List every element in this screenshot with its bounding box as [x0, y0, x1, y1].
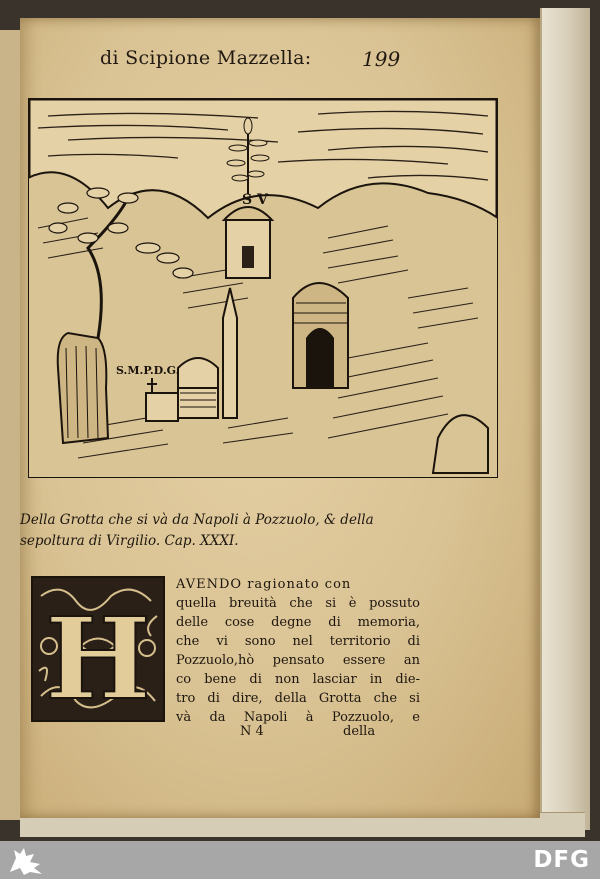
initial-letter: H	[45, 594, 151, 722]
caption-line-1: Della Grotta che si và da Napoli à Pozzuolo, & della	[20, 512, 374, 528]
body-line: AVENDO ragionato con	[176, 577, 352, 592]
caption-line-2: sepoltura di Virgilio. Cap. XXXI.	[20, 533, 239, 549]
body-line: Pozzuolo,hò pensato essere an	[176, 653, 420, 668]
body-text	[176, 575, 420, 727]
right-vellum-cover	[540, 8, 590, 830]
body-line: che vi sono nel territorio di	[176, 634, 420, 649]
body-line: và da Napoli à Pozzuolo, e	[176, 710, 420, 725]
running-head: di Scipione Mazzella:	[100, 47, 312, 69]
body-line: quella breuità che si è possuto	[176, 596, 420, 611]
woodcut-label-church: S.M.P.D.G.	[116, 364, 180, 377]
decorated-initial-h	[31, 576, 165, 722]
page-number: 199	[362, 47, 401, 71]
body-line: tro di dire, della Grotta che si	[176, 691, 420, 706]
footer-bar	[0, 841, 600, 879]
woodcut-label-tomb: S V	[242, 192, 268, 208]
signature-mark: N 4	[240, 724, 264, 739]
chapter-caption	[20, 510, 450, 552]
dfg-logo: DFG	[533, 847, 590, 873]
woodcut-illustration	[28, 98, 498, 478]
body-line: co bene di non lasciar in die-	[176, 672, 420, 687]
catchword: della	[343, 724, 376, 739]
body-line: delle cose degne di memoria,	[176, 615, 420, 630]
lion-logo-icon	[6, 844, 52, 876]
